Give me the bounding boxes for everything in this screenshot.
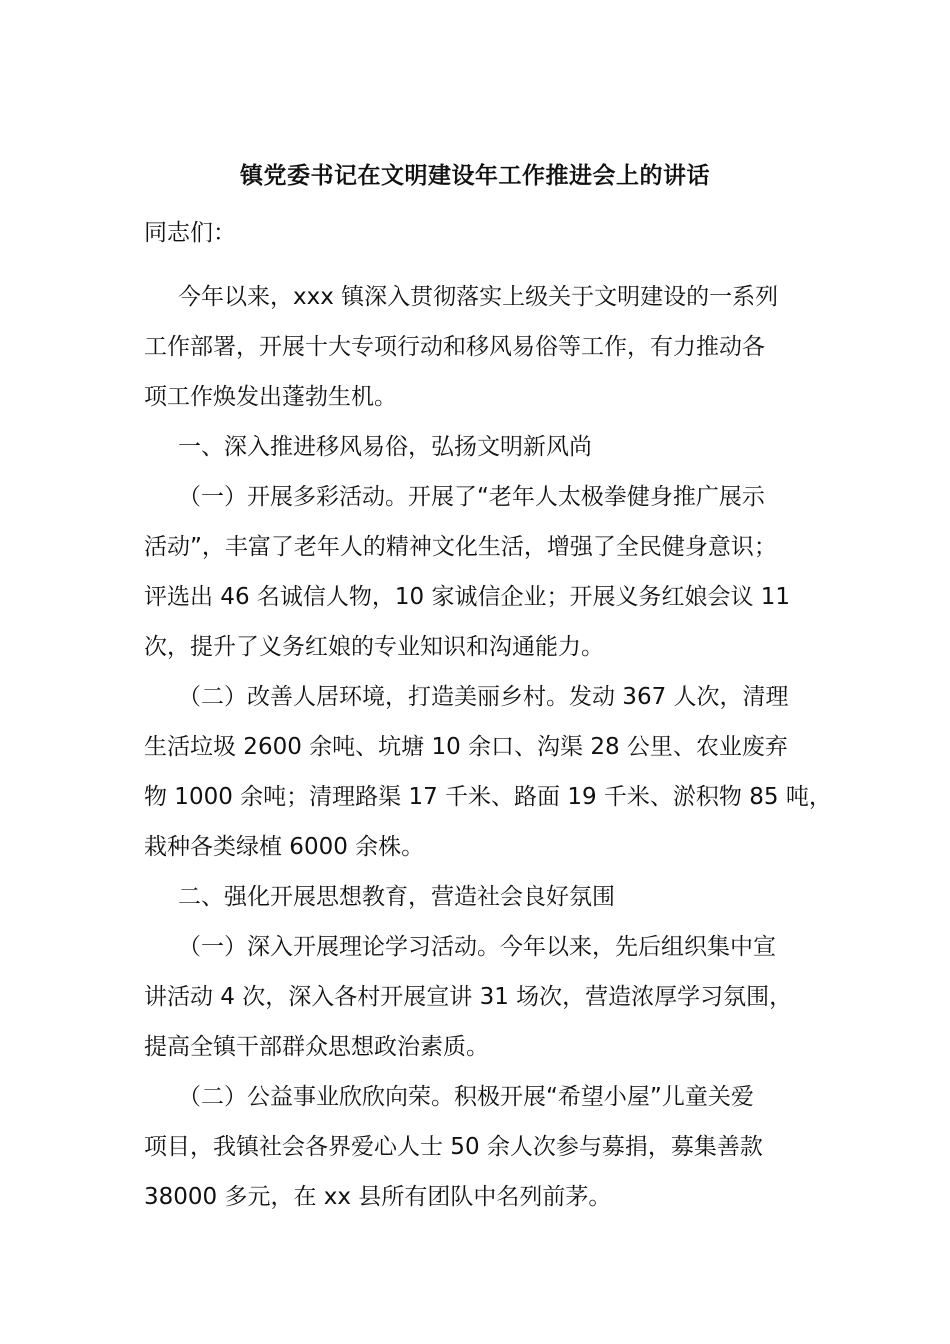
subsection-1-2 (144, 672, 832, 872)
paragraph-line: （二）公益事业欣欣向荣。积极开展“希望小屋”儿童关爱 (178, 1084, 754, 1110)
heading-line: 二、强化开展思想教育，营造社会良好氛围 (178, 884, 615, 910)
paragraph-line: 项工作焕发出蓬勃生机。 (144, 384, 397, 410)
paragraph-line: 今年以来，xxx 镇深入贯彻落实上级关于文明建设的一系列 (178, 284, 779, 310)
intro-paragraph (144, 272, 810, 422)
section-heading-1 (144, 422, 810, 472)
paragraph-line: 38000 多元，在 xx 县所有团队中名列前茅。 (144, 1184, 612, 1210)
subsection-2-2 (144, 1072, 810, 1222)
paragraph-line: 工作部署，开展十大专项行动和移风易俗等工作，有力推动各 (144, 334, 765, 360)
salutation: 同志们： (144, 220, 236, 246)
section-heading-2 (144, 872, 810, 922)
paragraph-line: （一）开展多彩活动。开展了“老年人太极拳健身推广展示 (178, 484, 765, 510)
paragraph-line: 生活垃圾 2600 余吨、坑塘 10 余口、沟渠 28 公里、农业废弃 (144, 734, 788, 760)
paragraph-line: 栽种各类绿植 6000 余株。 (144, 834, 425, 860)
paragraph-line: 次，提升了义务红娘的专业知识和沟通能力。 (144, 634, 604, 660)
document-body (144, 208, 832, 1222)
paragraph-line: 物 1000 余吨；清理路渠 17 千米、路面 19 千米、淤积物 85 吨， (144, 784, 832, 810)
heading-line: 一、深入推进移风易俗，弘扬文明新风尚 (178, 434, 592, 460)
document-title: 镇党委书记在文明建设年工作推进会上的讲话 (240, 163, 710, 189)
paragraph-line: 提高全镇干部群众思想政治素质。 (144, 1034, 489, 1060)
paragraph-line: 评选出 46 名诚信人物，10 家诚信企业；开展义务红娘会议 11 (144, 584, 791, 610)
paragraph-line: （一）深入开展理论学习活动。今年以来，先后组织集中宣 (178, 934, 776, 960)
paragraph-line: 讲活动 4 次，深入各村开展宣讲 31 场次，营造浓厚学习氛围， (144, 984, 793, 1010)
subsection-2-1 (144, 922, 810, 1072)
subsection-1-1 (144, 472, 810, 672)
paragraph-line: （二）改善人居环境，打造美丽乡村。发动 367 人次，清理 (178, 684, 789, 710)
paragraph-line: 活动”，丰富了老年人的精神文化生活，增强了全民健身意识； (144, 534, 777, 560)
paragraph-line: 项目，我镇社会各界爱心人士 50 余人次参与募捐，募集善款 (144, 1134, 763, 1160)
